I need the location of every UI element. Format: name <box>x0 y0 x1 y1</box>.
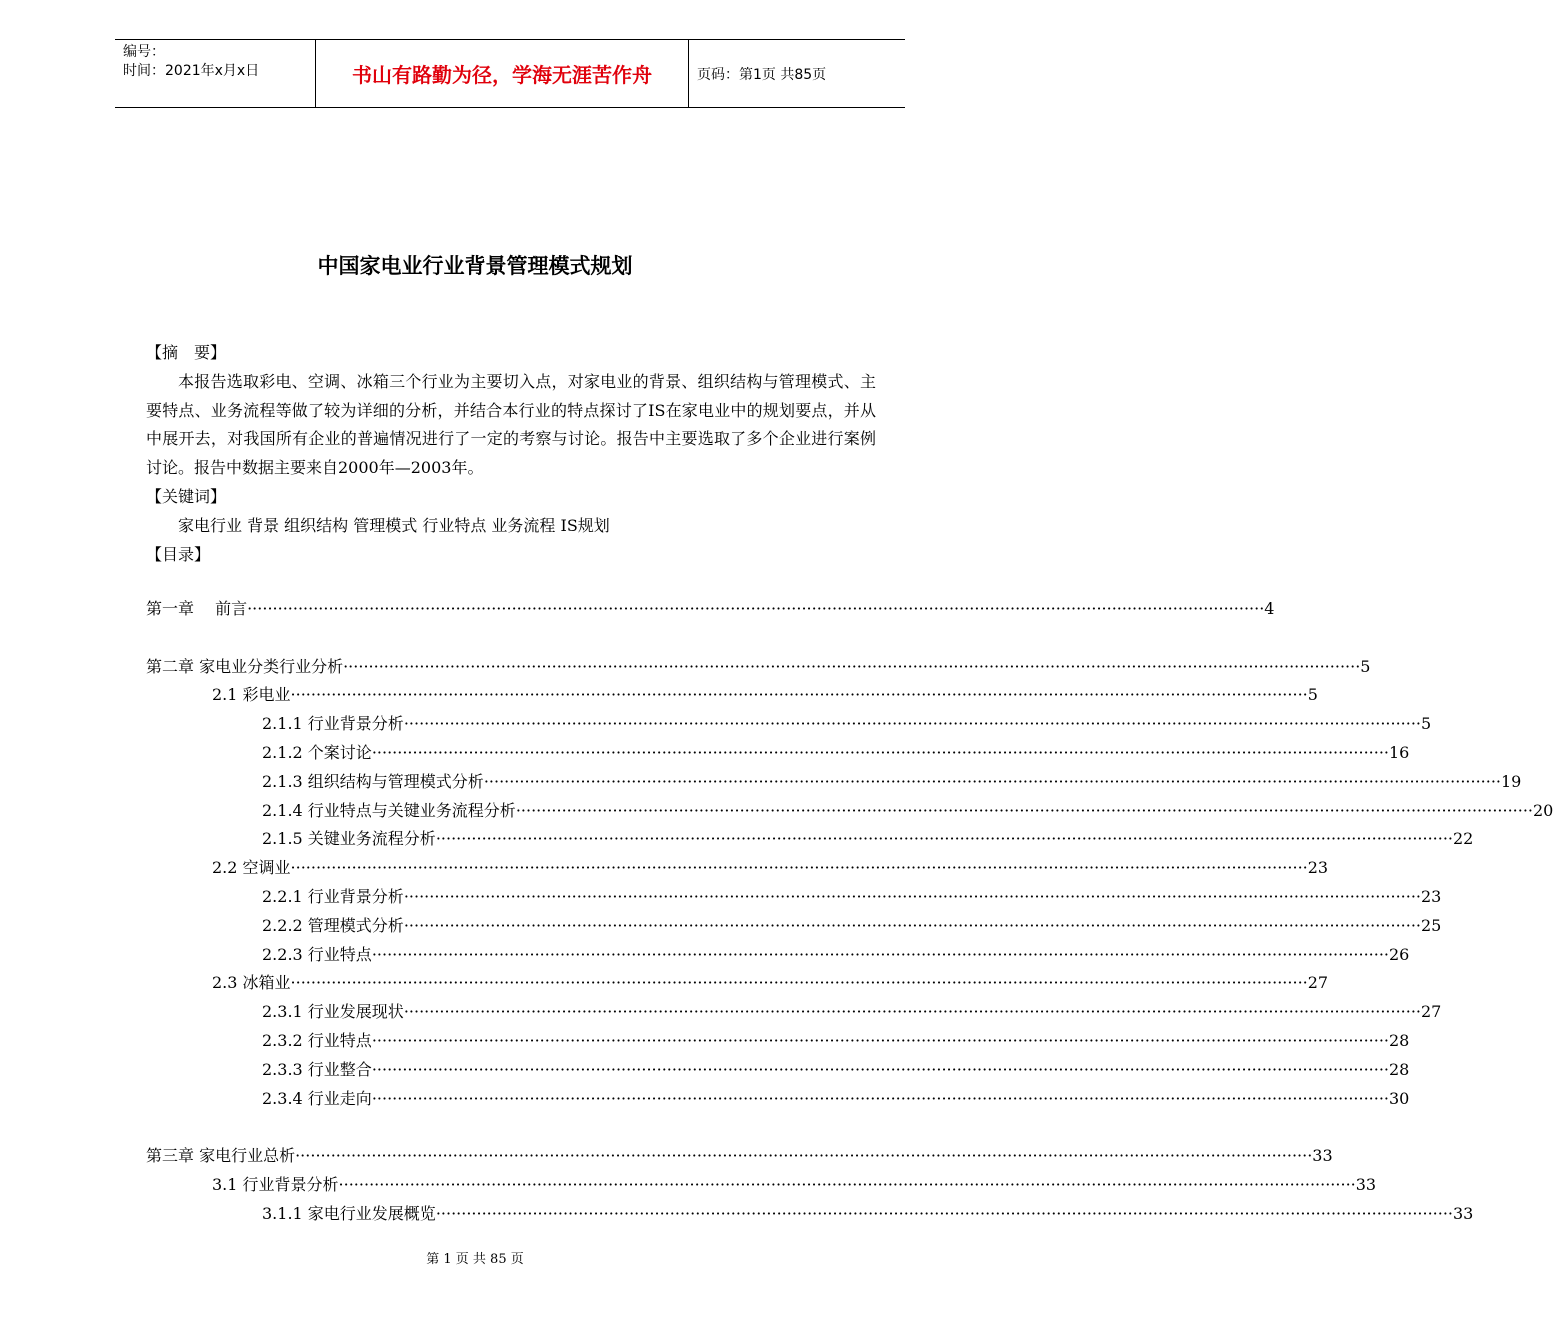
toc-leader-dots: ········································································································································································································ <box>290 858 1308 878</box>
toc-entry[interactable] <box>146 739 1410 768</box>
toc-entry-label: 2.3 冰箱业 <box>212 973 291 993</box>
abstract-heading: 【摘 要】 <box>146 343 227 362</box>
motto-text: 书山有路勤为径，学海无涯苦作舟 <box>352 63 652 87</box>
toc-entry-label: 2.3.1 行业发展现状 <box>262 1002 404 1022</box>
toc-entry-page: 28 <box>1389 1059 1410 1079</box>
toc-entry-label: 2.2.1 行业背景分析 <box>262 886 404 906</box>
toc-entry[interactable] <box>146 768 1522 797</box>
toc-entry-label: 第二章 家电业分类行业分析 <box>146 656 344 676</box>
toc-entry-label: 2.2 空调业 <box>212 858 291 878</box>
abstract-section <box>146 339 876 569</box>
abstract-text: 本报告选取彩电、空调、冰箱三个行业为主要切入点，对家电业的背景、组织结构与管理模式、主要特点、业务流程等做了较为详细的分析，并结合本行业的特点探讨了IS在家电业中的规划要点，并从中展开去，对我国所有企业的普遍情况进行了一定的考察与讨论。报告中主要选取了多个企业进行案例讨论。报告中数据主要来自2000年—2003年。 <box>146 371 876 478</box>
toc-entry[interactable] <box>146 797 1553 826</box>
time-label: 时间：2021年x月x日 <box>123 63 260 79</box>
toc-entry-page: 5 <box>1360 656 1371 676</box>
toc-entry-page: 22 <box>1453 829 1474 849</box>
toc-entry[interactable] <box>146 825 1474 854</box>
toc-entry[interactable] <box>146 1056 1410 1085</box>
toc-entry[interactable] <box>146 969 1329 998</box>
toc-entry-label: 2.1.4 行业特点与关键业务流程分析 <box>262 800 516 820</box>
toc-leader-dots: ········································································································································································································ <box>290 973 1308 993</box>
toc-entry-label: 2.2.3 行业特点 <box>262 944 372 964</box>
toc-entry-page: 20 <box>1533 800 1553 820</box>
toc-leader-dots: ········································································································································································································ <box>295 1146 1313 1166</box>
serial-label: 编号： <box>123 44 165 60</box>
toc-entry-page: 5 <box>1307 685 1318 705</box>
toc-entry-label: 2.2.2 管理模式分析 <box>262 915 404 935</box>
toc-entry-label: 2.3.2 行业特点 <box>262 1030 372 1050</box>
toc-entry-label: 2.1.3 组织结构与管理模式分析 <box>262 771 484 791</box>
toc-entry[interactable] <box>146 595 1275 624</box>
toc-leader-dots: ········································································································································································································ <box>435 1203 1453 1223</box>
header-motto-cell <box>315 40 689 107</box>
toc-entry-label: 3.1 行业背景分析 <box>212 1174 339 1194</box>
toc-entry-label: 第三章 家电行业总析 <box>146 1146 296 1166</box>
toc-entry-page: 27 <box>1421 1002 1442 1022</box>
header-table <box>115 39 905 108</box>
toc-entry-label: 2.1 彩电业 <box>212 685 291 705</box>
header-left-cell <box>115 40 315 107</box>
toc-entry[interactable] <box>146 1027 1410 1056</box>
toc-entry-page: 4 <box>1264 599 1275 618</box>
toc-entry[interactable] <box>146 1171 1377 1200</box>
toc-entry-page: 27 <box>1307 973 1329 993</box>
keywords-heading: 【关键词】 <box>146 486 227 506</box>
toc-entry-label: 2.1.5 关键业务流程分析 <box>262 829 436 849</box>
toc-entry-label: 第一章 前言 <box>146 599 248 618</box>
toc-leader-dots: ········································································································································································································ <box>403 886 1421 906</box>
toc-entry[interactable] <box>146 912 1442 941</box>
toc-entry[interactable] <box>146 653 1371 682</box>
toc-entry[interactable] <box>146 1085 1410 1114</box>
toc-leader-dots: ········································································································································································································ <box>371 944 1389 964</box>
toc-leader-dots: ········································································································································································································ <box>371 742 1389 762</box>
toc-leader-dots: ········································································································································································································ <box>403 915 1421 935</box>
toc-leader-dots: ········································································································································································································ <box>290 685 1308 705</box>
toc-leader-dots: ········································································································································································································ <box>338 1174 1356 1194</box>
toc-entry-page: 23 <box>1421 886 1442 906</box>
toc-entry-label: 2.1.2 个案讨论 <box>262 742 372 762</box>
table-of-contents <box>146 595 1553 1229</box>
toc-entry-page: 16 <box>1389 742 1410 762</box>
toc-entry-page: 25 <box>1421 915 1442 935</box>
toc-leader-dots: ········································································································································································································ <box>515 800 1533 820</box>
toc-entry-page: 5 <box>1421 714 1432 734</box>
toc-entry-page: 23 <box>1307 858 1329 878</box>
toc-leader-dots: ········································································································································································································ <box>403 1002 1421 1022</box>
toc-entry-page: 33 <box>1312 1146 1333 1166</box>
toc-entry-label: 3.1.1 家电行业发展概览 <box>262 1203 436 1223</box>
toc-entry[interactable] <box>146 1200 1474 1229</box>
page-footer: 第 1 页 共 85 页 <box>426 1252 524 1267</box>
document-title: 中国家电业行业背景管理模式规划 <box>317 254 633 278</box>
toc-heading: 【目录】 <box>146 544 211 564</box>
toc-entry[interactable] <box>146 998 1442 1027</box>
toc-entry-page: 33 <box>1453 1203 1474 1223</box>
toc-entry-label: 2.1.1 行业背景分析 <box>262 714 404 734</box>
toc-entry-page: 33 <box>1355 1174 1377 1194</box>
toc-leader-dots: ········································································································································································································ <box>371 1030 1389 1050</box>
toc-leader-dots: ········································································································································································································ <box>343 656 1361 676</box>
toc-leader-dots: ········································································································································································································ <box>435 829 1453 849</box>
toc-leader-dots: ········································································································································································································ <box>247 599 1265 618</box>
toc-entry[interactable] <box>146 1142 1333 1171</box>
toc-leader-dots: ········································································································································································································ <box>371 1088 1389 1108</box>
toc-entry-page: 19 <box>1501 771 1522 791</box>
toc-leader-dots: ········································································································································································································ <box>371 1059 1389 1079</box>
toc-leader-dots: ········································································································································································································ <box>403 714 1421 734</box>
toc-entry[interactable] <box>146 941 1410 970</box>
toc-entry[interactable] <box>146 854 1329 883</box>
toc-entry-label: 2.3.4 行业走向 <box>262 1088 372 1108</box>
toc-entry[interactable] <box>146 883 1442 912</box>
toc-entry[interactable] <box>146 710 1432 739</box>
toc-gap <box>146 624 876 653</box>
toc-entry-page: 28 <box>1389 1030 1410 1050</box>
toc-entry-page: 26 <box>1389 944 1410 964</box>
toc-leader-dots: ········································································································································································································ <box>483 771 1501 791</box>
page-label: 页码：第1页 共85页 <box>697 66 827 83</box>
header-page-cell <box>689 40 905 107</box>
toc-gap <box>146 1113 876 1142</box>
keywords-text: 家电行业 背景 组织结构 管理模式 行业特点 业务流程 IS规划 <box>178 515 610 535</box>
toc-entry-label: 2.3.3 行业整合 <box>262 1059 372 1079</box>
toc-entry-page: 30 <box>1389 1088 1410 1108</box>
toc-entry[interactable] <box>146 681 1318 710</box>
